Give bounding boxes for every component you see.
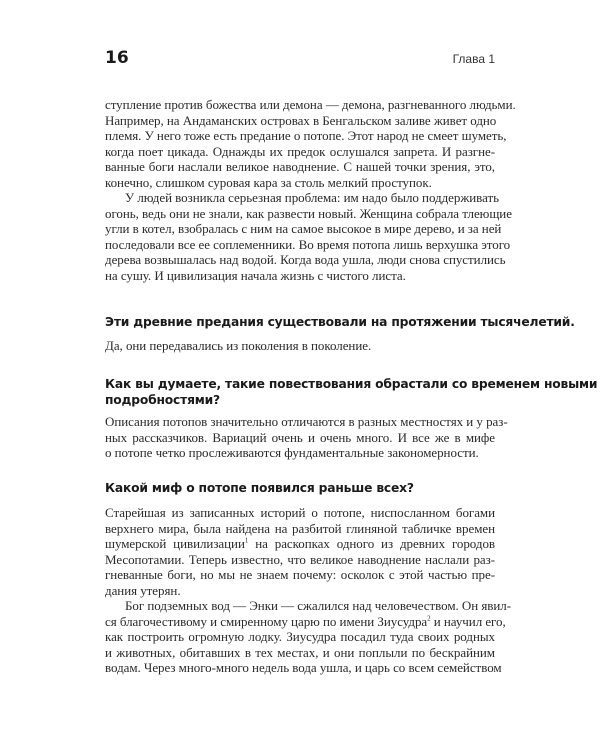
text-line: Бог подземных вод — Энки — сжалился над человечеством. Он явил-: [125, 598, 511, 613]
answer-3: [105, 505, 511, 676]
text-line: о потопе четко прослеживаются фундаментальные закономерности.: [105, 445, 479, 460]
text-line: Месопотамии. Теперь известно, что великое наводнение наслали раз-: [105, 551, 495, 567]
text-line: ных рассказчиков. Вариаций очень и очень много. И все же в мифе: [105, 429, 495, 445]
text-line: огонь, ведь они не знали, как развести новый. Женщина собрала тлеющие: [105, 205, 512, 221]
text-line: племя. У него тоже есть предание о потопе. Этот народ не смеет шуметь,: [105, 128, 507, 143]
question-1: [105, 315, 575, 331]
text-line: дерева возвышалась над водой. Когда вода ушла, люди снова спустились: [105, 252, 506, 267]
text-line: и животных, обитавших в тех местах, и они поплыли по бескрайним: [105, 644, 495, 660]
question-2: [105, 377, 598, 408]
text-line: Да, они передавались из поколения в поколение.: [105, 338, 372, 353]
text-line: [105, 613, 506, 630]
text-fragment: и научил его,: [430, 613, 506, 629]
text-line: последовали все ее соплеменники. Во время потопа лишь верхушка этого: [105, 236, 511, 252]
question-heading: подробностями?: [105, 392, 220, 407]
text-line: [105, 536, 495, 552]
page-number: 16: [105, 48, 129, 68]
text-line: угли в котел, взобралась с ним на самое высокое в мире дерево, и за ней: [105, 221, 502, 236]
question-heading: Эти древние предания существовали на протяжении тысячелетий.: [105, 315, 575, 329]
text-fragment: шумерской цивилизации: [105, 536, 245, 551]
text-fragment: ся благочестивому и смиренному царю по имени Зиусудра: [105, 613, 428, 629]
text-line: когда поет цикада. Однажды их предок ослушался запрета. И разгне-: [105, 143, 495, 159]
body-text-block-1: [105, 97, 516, 283]
question-heading: Какой миф о потопе появился раньше всех?: [105, 481, 414, 495]
text-line: на сушу. И цивилизация начала жизнь с чистого листа.: [105, 267, 406, 283]
text-line: дания утерян.: [105, 582, 181, 598]
footnote-ref-1[interactable]: 1: [244, 536, 249, 545]
text-line: ванные боги наслали великое наводнение. С нашей точки зрения, это,: [105, 159, 495, 174]
text-line: ступление против божества или демона — демона, разгневанного людьми.: [105, 97, 516, 112]
running-header-chapter: Глава 1: [452, 52, 495, 66]
text-fragment: на раскопках одного из древних городов: [248, 536, 495, 551]
footnote-ref-2[interactable]: 2: [427, 614, 431, 623]
text-line: У людей возникла серьезная проблема: им надо было поддерживать: [125, 190, 499, 205]
text-line: Например, на Андаманских островах в Бенгальском заливе живет одно: [105, 112, 497, 128]
question-heading: Как вы думаете, такие повествования обрастали со временем новыми: [105, 377, 598, 391]
text-line: водам. Через много-много недель вода ушла, и царь со всем семейством: [105, 660, 502, 675]
question-3: [105, 481, 495, 497]
text-line: Описания потопов значительно отличаются в разных местностях и у раз-: [105, 414, 508, 429]
answer-2: [105, 414, 508, 461]
text-line: гневанные боги, но мы не знаем почему: осколок с этой частью пре-: [105, 567, 495, 582]
text-line: конечно, слишком суровая кара за столь мелкий проступок.: [105, 174, 432, 190]
text-line: верхнего мира, была найдена на разбитой глиняной табличке времен: [105, 520, 495, 536]
text-line: как построить огромную лодку. Зиусудра посадил туда своих родных: [105, 629, 495, 644]
answer-1: [105, 338, 495, 354]
text-line: Старейшая из записанных историй о потопе, ниспосланном богами: [105, 505, 495, 520]
